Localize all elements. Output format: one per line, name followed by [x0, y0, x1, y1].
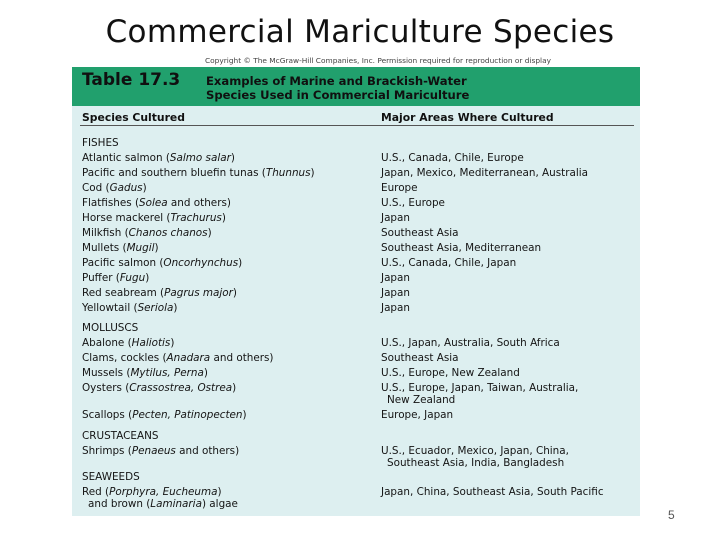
species-cell: Shrimps (Penaeus and others) — [82, 445, 240, 457]
table-row — [72, 287, 640, 302]
areas-cell: Japan — [381, 212, 410, 224]
species-cell: Cod (Gadus) — [82, 182, 147, 194]
species-cell: Flatfishes (Solea and others) — [82, 197, 231, 209]
areas-cell-continued: New Zealand — [387, 394, 456, 406]
species-cell: Oysters (Crassostrea, Ostrea) — [82, 382, 237, 394]
areas-cell: Europe — [381, 182, 418, 194]
table-row — [72, 167, 640, 182]
species-cell: Red (Porphyra, Eucheuma) — [82, 486, 222, 498]
category-label: FISHES — [82, 137, 119, 149]
category-label: CRUSTACEANS — [82, 430, 159, 442]
areas-cell: Japan, Mexico, Mediterranean, Australia — [381, 167, 589, 179]
areas-cell: U.S., Europe — [381, 197, 445, 209]
species-cell: Yellowtail (Seriola) — [82, 302, 178, 314]
category-row — [72, 137, 640, 152]
table-row — [72, 445, 640, 472]
areas-cell-continued: Southeast Asia, India, Bangladesh — [387, 457, 565, 469]
table-row — [72, 302, 640, 317]
species-cell: Mussels (Mytilus, Perna) — [82, 367, 208, 379]
areas-cell: Southeast Asia — [381, 227, 459, 239]
areas-cell: Southeast Asia, Mediterranean — [381, 242, 542, 254]
areas-cell: U.S., Canada, Chile, Europe — [381, 152, 524, 164]
table-row — [72, 409, 640, 424]
species-cell: Milkfish (Chanos chanos) — [82, 227, 212, 239]
areas-cell: Japan, China, Southeast Asia, South Pacific — [381, 486, 604, 498]
areas-cell: U.S., Ecuador, Mexico, Japan, China, — [381, 445, 569, 457]
table-header — [72, 67, 640, 106]
species-cell: Horse mackerel (Trachurus) — [82, 212, 226, 224]
areas-cell: Southeast Asia — [381, 352, 459, 364]
category-row — [72, 471, 640, 486]
header-divider — [80, 125, 634, 126]
table-row — [72, 486, 640, 513]
page-number: 5 — [668, 508, 675, 522]
table-row — [72, 257, 640, 272]
category-row — [72, 322, 640, 337]
areas-cell: Japan — [381, 287, 410, 299]
areas-cell: U.S., Japan, Australia, South Africa — [381, 337, 560, 349]
areas-cell: Europe, Japan — [381, 409, 454, 421]
species-cell-continued: and brown (Laminaria) algae — [88, 498, 238, 510]
table-caption-line1: Examples of Marine and Brackish-Water — [206, 74, 467, 88]
species-cell: Puffer (Fugu) — [82, 272, 150, 284]
category-label: SEAWEEDS — [82, 471, 140, 483]
areas-cell: Japan — [381, 272, 410, 284]
table-caption — [206, 74, 469, 102]
table-row — [72, 382, 640, 409]
species-cell: Pacific salmon (Oncorhynchus) — [82, 257, 243, 269]
areas-cell: U.S., Canada, Chile, Japan — [381, 257, 517, 269]
table-number: Table 17.3 — [82, 70, 181, 90]
species-cell: Red seabream (Pagrus major) — [82, 287, 237, 299]
column-header-areas: Major Areas Where Cultured — [381, 111, 554, 124]
table-row — [72, 242, 640, 257]
species-cell: Atlantic salmon (Salmo salar) — [82, 152, 235, 164]
areas-cell: U.S., Europe, New Zealand — [381, 367, 520, 379]
table-row — [72, 227, 640, 242]
category-row — [72, 430, 640, 445]
table-row — [72, 337, 640, 352]
table-row — [72, 152, 640, 167]
category-label: MOLLUSCS — [82, 322, 139, 334]
species-table — [72, 67, 640, 516]
species-cell: Mullets (Mugil) — [82, 242, 159, 254]
species-cell: Abalone (Haliotis) — [82, 337, 175, 349]
species-cell: Scallops (Pecten, Patinopecten) — [82, 409, 247, 421]
table-row — [72, 352, 640, 367]
areas-cell: U.S., Europe, Japan, Taiwan, Australia, — [381, 382, 579, 394]
table-row — [72, 197, 640, 212]
slide-title: Commercial Mariculture Species — [105, 14, 615, 50]
table-row — [72, 367, 640, 382]
table-caption-line2: Species Used in Commercial Mariculture — [206, 88, 470, 102]
table-row — [72, 272, 640, 287]
table-row — [72, 182, 640, 197]
species-cell: Clams, cockles (Anadara and others) — [82, 352, 274, 364]
column-header-species: Species Cultured — [82, 111, 185, 124]
table-row — [72, 212, 640, 227]
areas-cell: Japan — [381, 302, 410, 314]
species-cell: Pacific and southern bluefin tunas (Thunnus) — [82, 167, 315, 179]
copyright-notice: Copyright © The McGraw-Hill Companies, Inc. Permission required for reproduction or display — [205, 56, 552, 65]
